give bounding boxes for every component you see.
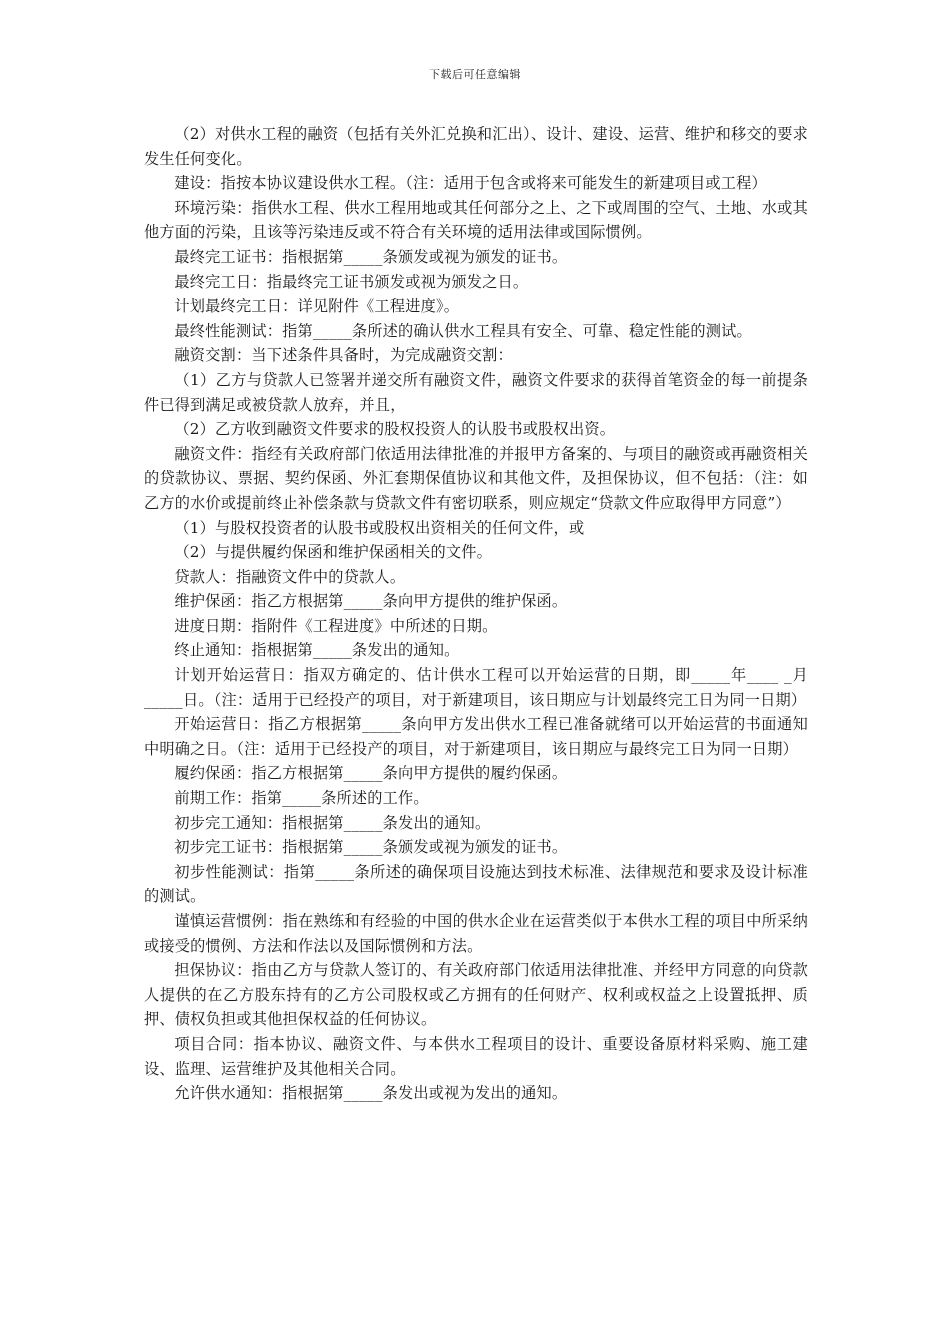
paragraph: 项目合同：指本协议、融资文件、与本供水工程项目的设计、重要设备原材料采购、施工建设、监理、运营维护及其他相关合同。 [144,1034,808,1078]
paragraph: 初步完工证书：指根据第_____条颁发或视为颁发的证书。 [174,838,568,857]
paragraph: 维护保函：指乙方根据第_____条向甲方提供的维护保函。 [174,592,568,611]
paragraph: 计划开始运营日：指双方确定的、估计供水工程可以开始运营的日期，即_____年____ _月_____日。（注：适用于已经投产的项目，对于新建项目，该日期应与计划最终完工日为同一日期） [144,666,808,709]
paragraph: 担保协议：指由乙方与贷款人签订的、有关政府部门依适用法律批准、并经甲方同意的向贷款人提供的在乙方股东持有的乙方公司股权或乙方拥有的任何财产、权利或权益之上设置抵押、质押、债权负担或其他担保权益的任何协议。 [144,961,808,1029]
paragraph: （2）与提供履约保函和维护保函相关的文件。 [174,543,493,562]
page-header: 下载后可任意编辑 [429,68,521,81]
paragraph: （1）乙方与贷款人已签署并递交所有融资文件，融资文件要求的获得首笔资金的每一前提条件已得到满足或被贷款人放弃，并且， [144,370,808,414]
paragraph: （2）乙方收到融资文件要求的股权投资人的认股书或股权出资。 [174,420,616,439]
paragraph: 融资文件：指经有关政府部门依适用法律批准的并报甲方备案的、与项目的融资或再融资相关的贷款协议、票据、契约保函、外汇套期保值协议和其他文件，及担保协议，但不包括：（注：如乙方的水价或提前终止补偿条款与贷款文件有密切联系，则应规定“贷款文件应取得甲方同意”） [144,444,808,512]
paragraph: 最终完工日：指最终完工证书颁发或视为颁发之日。 [174,272,529,291]
paragraph: 谨慎运营惯例：指在熟练和有经验的中国的供水企业在运营类似于本供水工程的项目中所采纳或接受的惯例、方法和作法以及国际惯例和方法。 [144,912,808,955]
paragraph: 环境污染：指供水工程、供水工程用地或其任何部分之上、之下或周围的空气、土地、水或其他方面的污染，且该等污染违反或不符合有关环境的适用法律或国际惯例。 [144,198,808,242]
paragraph: 建设：指按本协议建设供水工程。（注：适用于包含或将来可能发生的新建项目或工程） [174,174,767,193]
paragraph: 前期工作：指第_____条所述的工作。 [174,789,429,808]
paragraph: 允许供水通知：指根据第_____条发出或视为发出的通知。 [174,1084,568,1103]
paragraph: （1）与股权投资者的认股书或股权出资相关的任何文件，或 [174,518,585,537]
paragraph: 最终性能测试：指第_____条所述的确认供水工程具有安全、可靠、稳定性能的测试。 [174,321,752,340]
paragraph: 初步性能测试：指第_____条所述的确保项目设施达到技术标准、法律规范和要求及设计标准的测试。 [144,862,808,906]
paragraph: 最终完工证书：指根据第_____条颁发或视为颁发的证书。 [174,247,568,266]
paragraph: 进度日期：指附件《工程进度》中所述的日期。 [174,616,498,635]
paragraph: 贷款人：指融资文件中的贷款人。 [174,567,406,586]
paragraph: 终止通知：指根据第_____条发出的通知。 [174,641,460,660]
paragraph: 融资交割：当下述条件具备时，为完成融资交割： [174,346,513,365]
paragraph: （2）对供水工程的融资（包括有关外汇兑换和汇出）、设计、建设、运营、维护和移交的要求发生任何变化。 [144,125,808,168]
document-body [144,122,808,1106]
paragraph: 计划最终完工日：详见附件《工程进度》。 [174,297,460,316]
paragraph: 开始运营日：指乙方根据第_____条向甲方发出供水工程已准备就绪可以开始运营的书面通知中明确之日。（注：适用于已经投产的项目，对于新建项目，该日期应与最终完工日为同一日期） [144,715,808,758]
paragraph: 初步完工通知：指根据第_____条发出的通知。 [174,813,491,832]
paragraph: 履约保函：指乙方根据第_____条向甲方提供的履约保函。 [174,764,568,783]
